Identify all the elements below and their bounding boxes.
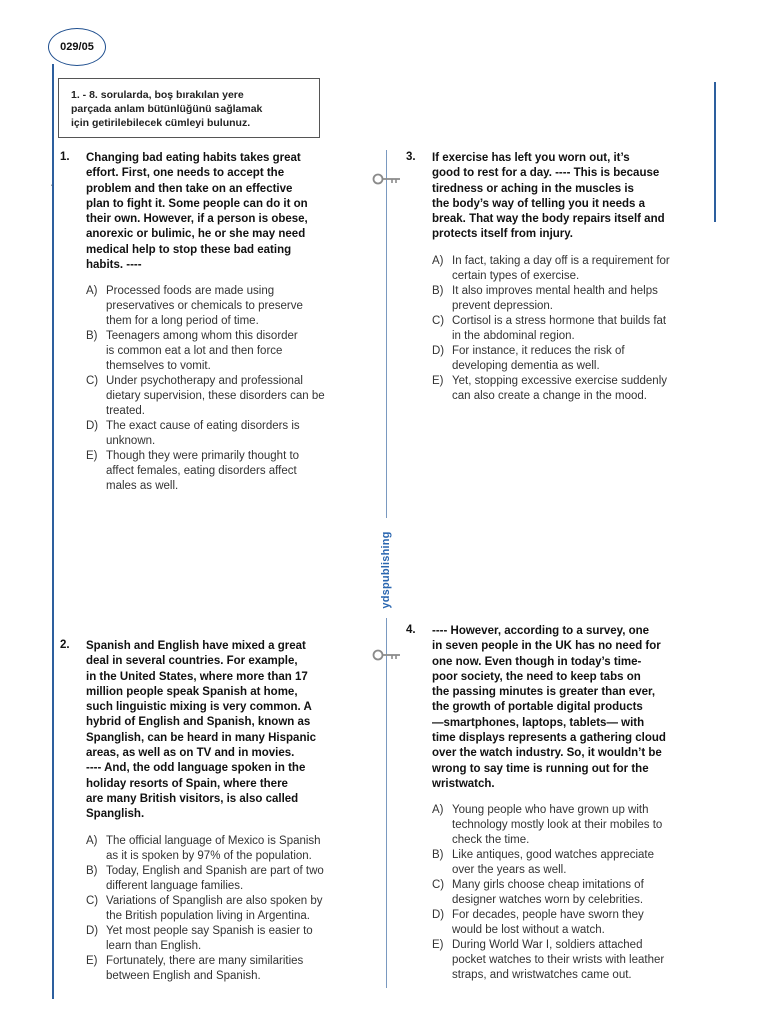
option-line: over the years as well. (452, 864, 567, 877)
option-a[interactable] (432, 254, 736, 284)
stem-line: tiredness or aching in the muscles is (432, 182, 634, 195)
stem-line: are many British visitors, is also called (86, 792, 299, 805)
option-letter: C) (432, 314, 445, 327)
option-letter: D) (432, 909, 445, 922)
option-letter: D) (86, 420, 99, 433)
stem-line: ---- However, according to a survey, one (432, 625, 650, 637)
stem-line: effort. First, one needs to accept the (86, 167, 285, 180)
option-c[interactable] (432, 314, 736, 344)
instruction-line: parçada anlam bütünlüğünü sağlamak (71, 103, 263, 115)
stem-line: million people speak Spanish at home, (86, 685, 298, 698)
page-code-badge (48, 28, 106, 66)
stem-line: Spanglish, can be heard in many Hispanic (86, 731, 317, 744)
stem-line: the growth of portable digital products (432, 701, 643, 714)
option-d[interactable] (86, 924, 380, 954)
answer-options (86, 834, 380, 984)
option-line: in the abdominal region. (452, 329, 575, 342)
question-3 (406, 151, 736, 404)
option-letter: E) (86, 450, 98, 463)
stem-line: break. That way the body repairs itself and (432, 213, 665, 226)
question-stem (432, 151, 736, 243)
publisher-vertical-text: ydspublishing (380, 531, 392, 609)
stem-line: in seven people in the UK has no need for (432, 640, 661, 653)
stem-line: holiday resorts of Spain, where there (86, 777, 288, 790)
option-c[interactable] (86, 374, 380, 419)
option-letter: C) (432, 879, 445, 892)
option-line: Yet most people say Spanish is easier to (106, 924, 313, 937)
option-e[interactable] (86, 449, 380, 494)
option-letter: D) (432, 344, 445, 357)
option-line: Yet, stopping excessive exercise suddenly (452, 374, 668, 387)
option-letter: C) (86, 375, 99, 388)
option-letter: E) (432, 939, 444, 952)
column-divider-top (386, 150, 387, 518)
option-line: is common eat a lot and then force (106, 345, 283, 358)
option-e[interactable] (86, 954, 380, 984)
answer-options (432, 803, 736, 983)
option-line: check the time. (452, 834, 530, 847)
option-line: developing dementia as well. (452, 359, 600, 372)
stem-line: anorexic or bulimic, he or she may need (86, 228, 306, 241)
answer-options (86, 284, 380, 494)
option-letter: B) (86, 330, 98, 343)
option-a[interactable] (86, 834, 380, 864)
stem-line: —smartphones, laptops, tablets— with (432, 716, 645, 729)
stem-line: the passing minutes is greater than ever, (432, 686, 656, 699)
option-line: During World War I, soldiers attached (452, 939, 643, 952)
answer-options (432, 254, 736, 404)
option-line: affect females, eating disorders affect (106, 465, 297, 478)
option-line: Young people who have grown up with (452, 804, 649, 817)
stem-line: Changing bad eating habits takes great (86, 152, 301, 164)
question-stem (432, 624, 736, 792)
question-number: 1. (60, 151, 70, 163)
instruction-line: 1. - 8. sorularda, boş bırakılan yere (71, 89, 244, 101)
option-c[interactable] (432, 878, 736, 908)
option-line: prevent depression. (452, 299, 554, 312)
option-letter: A) (86, 285, 98, 298)
question-stem (86, 151, 380, 273)
option-line: Processed foods are made using (106, 285, 275, 298)
stem-line: protects itself from injury. (432, 228, 574, 241)
option-letter: B) (86, 864, 98, 877)
option-letter: E) (432, 374, 444, 387)
option-line: Today, English and Spanish are part of two (106, 864, 324, 877)
option-line: Though they were primarily thought to (106, 450, 300, 463)
option-line: learn than English. (106, 939, 202, 952)
option-line: It also improves mental health and helps (452, 284, 658, 297)
option-line: dietary supervision, these disorders can be (106, 390, 325, 403)
option-b[interactable] (86, 864, 380, 894)
stem-line: plan to fight it. Some people can do it on (86, 197, 308, 210)
option-a[interactable] (432, 803, 736, 848)
stem-line: Spanglish. (86, 808, 145, 821)
question-number: 4. (406, 624, 416, 636)
stem-line: such linguistic mixing is very common. A (86, 701, 312, 714)
option-line: pocket watches to their wrists with leather (452, 954, 665, 967)
stem-line: poor society, the need to keep tabs on (432, 670, 641, 683)
question-number: 2. (60, 639, 70, 651)
question-number: 3. (406, 151, 416, 163)
stem-line: over the watch industry. So, it wouldn’t be (432, 747, 662, 760)
option-letter: A) (432, 254, 444, 267)
option-line: The exact cause of eating disorders is (106, 420, 300, 433)
option-line: themselves to vomit. (106, 360, 211, 373)
option-a[interactable] (86, 284, 380, 329)
stem-line: wrong to say time is running out for the (432, 762, 649, 775)
question-stem (86, 639, 380, 823)
stem-line: medical help to stop these bad eating (86, 243, 292, 256)
stem-line: wristwatch. (432, 777, 495, 790)
option-line: For instance, it reduces the risk of (452, 344, 625, 357)
option-e[interactable] (432, 938, 736, 983)
stem-line: their own. However, if a person is obese, (86, 213, 308, 226)
option-b[interactable] (432, 284, 736, 314)
option-line: different language families. (106, 879, 244, 892)
option-line: The official language of Mexico is Spanish (106, 834, 321, 847)
instruction-box (58, 78, 320, 138)
option-line: In fact, taking a day off is a requirement for (452, 254, 670, 267)
option-line: Under psychotherapy and professional (106, 375, 303, 388)
option-line: preservatives or chemicals to preserve (106, 300, 303, 313)
question-2 (60, 639, 380, 984)
stem-line: in the United States, where more than 17 (86, 670, 308, 683)
option-letter: C) (86, 894, 99, 907)
stem-line: one now. Even though in today’s time- (432, 655, 642, 668)
option-d[interactable] (432, 344, 736, 374)
option-letter: B) (432, 849, 444, 862)
option-line: unknown. (106, 435, 156, 448)
stem-line: time displays represents a gathering cloud (432, 732, 666, 745)
page-code: 029/05 (60, 41, 94, 53)
option-letter: E) (86, 954, 98, 967)
option-line: between English and Spanish. (106, 969, 261, 982)
question-4 (406, 624, 736, 983)
stem-line: problem and then take on an effective (86, 182, 293, 195)
option-line: males as well. (106, 480, 179, 493)
question-1 (60, 151, 380, 494)
stem-line: Spanish and English have mixed a great (86, 640, 306, 652)
option-line: Cortisol is a stress hormone that builds fat (452, 314, 667, 327)
option-line: Fortunately, there are many similarities (106, 954, 304, 967)
option-line: straps, and wristwatches came out. (452, 969, 632, 982)
option-line: For decades, people have sworn they (452, 909, 644, 922)
option-e[interactable] (432, 374, 736, 404)
left-edge-line (52, 64, 54, 999)
stem-line: good to rest for a day. ---- This is because (432, 167, 660, 180)
option-b[interactable] (432, 848, 736, 878)
option-line: certain types of exercise. (452, 269, 580, 282)
stem-line: ---- And, the odd language spoken in the (86, 762, 306, 775)
option-d[interactable] (86, 419, 380, 449)
option-c[interactable] (86, 894, 380, 924)
instruction-line: için getirilebilecek cümleyi bulunuz. (71, 117, 251, 129)
option-line: can also create a change in the mood. (452, 389, 647, 402)
option-line: the British population living in Argentina. (106, 909, 310, 922)
option-d[interactable] (432, 908, 736, 938)
option-b[interactable] (86, 329, 380, 374)
stem-line: deal in several countries. For example, (86, 655, 298, 668)
option-line: as it is spoken by 97% of the population. (106, 849, 312, 862)
option-line: technology mostly look at their mobiles to (452, 819, 663, 832)
column-divider-bottom (386, 618, 387, 988)
stem-line: the body’s way of telling you it needs a (432, 197, 645, 210)
option-line: Like antiques, good watches appreciate (452, 849, 655, 862)
option-letter: A) (432, 804, 444, 817)
option-line: treated. (106, 405, 145, 418)
option-letter: D) (86, 924, 99, 937)
stem-line: If exercise has left you worn out, it’s (432, 152, 630, 164)
option-letter: A) (86, 834, 98, 847)
stem-line: hybrid of English and Spanish, known as (86, 716, 311, 729)
option-line: would be lost without a watch. (452, 924, 605, 937)
option-line: Variations of Spanglish are also spoken by (106, 894, 323, 907)
option-line: Many girls choose cheap imitations of (452, 879, 644, 892)
option-letter: B) (432, 284, 444, 297)
option-line: Teenagers among whom this disorder (106, 330, 298, 343)
stem-line: habits. ---- (86, 259, 142, 272)
option-line: them for a long period of time. (106, 315, 259, 328)
stem-line: areas, as well as on TV and in movies. (86, 747, 295, 760)
margin-mark: ˈ (50, 183, 53, 193)
option-line: designer watches worn by celebrities. (452, 894, 644, 907)
